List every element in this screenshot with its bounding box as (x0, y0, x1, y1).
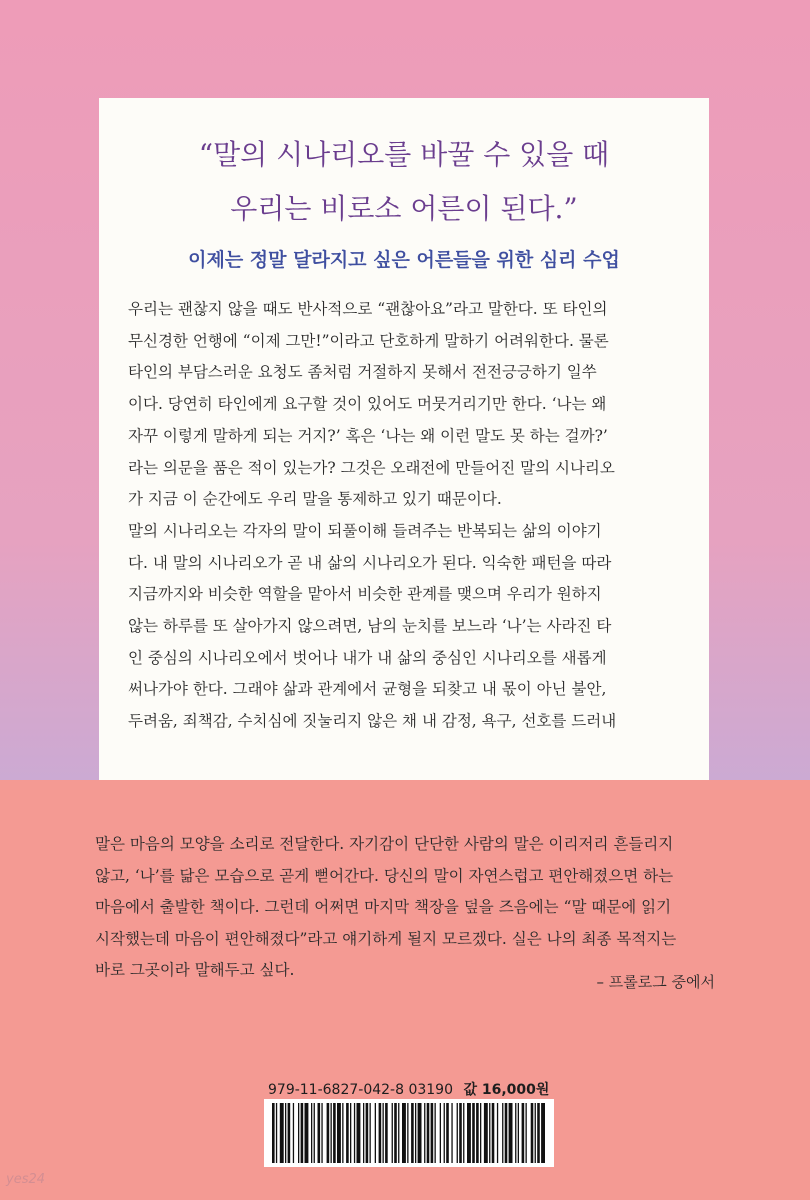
body-line: 인 중심의 시나리오에서 벗어나 내가 내 삶의 중심인 시나리오를 새롭게 (128, 648, 607, 667)
barcode-bar (350, 1103, 351, 1163)
prologue-line: 바로 그곳이라 말해두고 싶다. (95, 961, 295, 979)
barcode-bar (440, 1103, 441, 1163)
body-line: 않는 하루를 또 살아가지 않으려면, 남의 눈치를 보느라 ‘나’는 사라진 타 (128, 617, 612, 636)
barcode-bar (427, 1103, 430, 1163)
barcode-bar (407, 1103, 408, 1163)
barcode-bar (526, 1103, 527, 1163)
barcode-bar (293, 1103, 294, 1163)
body-text (128, 294, 688, 738)
quote-line-2: 우리는 비로소 어른이 된다.” (230, 192, 578, 225)
body-line: 타인의 부담스러운 요청도 좀처럼 거절하지 못해서 전전긍긍하기 일쑤 (128, 363, 597, 382)
headline-quote (99, 128, 709, 236)
barcode-bar (305, 1103, 309, 1163)
barcode-bar (415, 1103, 416, 1163)
barcode-bar (497, 1103, 498, 1163)
barcode-bar (276, 1103, 277, 1163)
barcode-bar (489, 1103, 490, 1163)
body-line: 두려움, 죄책감, 수치심에 짓눌리지 않은 채 내 감정, 욕구, 선호를 드러내 (128, 712, 617, 731)
body-line: 무신경한 언행에 “이제 그만!”이라고 단호하게 말하기 어려워한다. 물론 (128, 331, 609, 350)
barcode-bar (505, 1103, 508, 1163)
barcode-bar (472, 1103, 475, 1163)
barcode-bar (285, 1103, 286, 1163)
barcode (264, 1099, 554, 1167)
body-line: 가 지금 이 순간에도 우리 말을 통제하고 있기 때문이다. (128, 490, 502, 509)
body-line: 지금까지와 비슷한 역할을 맡아서 비슷한 관계를 맺으며 우리가 원하지 (128, 585, 602, 604)
prologue-band (0, 780, 810, 1200)
barcode-bar (354, 1103, 355, 1163)
barcode-bar (424, 1103, 425, 1163)
barcode-bar (385, 1103, 388, 1163)
barcode-bar (370, 1103, 371, 1163)
quote-line-1: “말의 시나리오를 바꿀 수 있을 때 (198, 138, 610, 171)
barcode-bar (318, 1103, 321, 1163)
barcode-bar (366, 1103, 369, 1163)
body-line: 자꾸 이렇게 말하게 되는 거지?’ 혹은 ‘나는 왜 이런 말도 못 하는 걸까?’ (128, 426, 608, 445)
barcode-bar (541, 1103, 545, 1163)
watermark-logo: yes24 (6, 1172, 46, 1187)
barcode-bar (502, 1103, 503, 1163)
barcode-bar (337, 1103, 341, 1163)
body-line: 써나가야 한다. 그래야 삶과 관계에서 균형을 되찾고 내 몫이 아닌 불안, (128, 680, 607, 699)
barcode-bar (476, 1103, 479, 1163)
barcode-bar (342, 1103, 343, 1163)
barcode-bar (392, 1103, 393, 1163)
barcode-bar (311, 1103, 312, 1163)
barcode-bar (418, 1103, 422, 1163)
barcode-bar (463, 1103, 464, 1163)
barcode-bar (522, 1103, 525, 1163)
barcode-bar (363, 1103, 364, 1163)
barcode-bar (446, 1103, 449, 1163)
prologue-line: 않고, ‘나’를 닮은 모습으로 곧게 뻗어간다. 당신의 말이 자연스럽고 편안해졌으면 하는 (95, 866, 674, 885)
barcode-bar (515, 1103, 516, 1163)
barcode-bar (537, 1103, 540, 1163)
barcode-bar (518, 1103, 519, 1163)
barcode-bar (535, 1103, 536, 1163)
barcode-bar (346, 1103, 349, 1163)
barcode-bar (402, 1103, 406, 1163)
barcode-bar (451, 1103, 452, 1163)
barcode-bar (411, 1103, 414, 1163)
barcode-bar (383, 1103, 384, 1163)
barcode-bar (288, 1103, 291, 1163)
isbn-number: 979-11-6827-042-8 03190 (268, 1082, 453, 1098)
barcode-bar (327, 1103, 330, 1163)
body-line: 우리는 괜찮지 않을 때도 반사적으로 “괜찮아요”라고 말한다. 또 타인의 (128, 300, 608, 318)
barcode-bar (531, 1103, 534, 1163)
description-panel (99, 98, 709, 798)
barcode-graphic (264, 1099, 554, 1167)
barcode-bar (444, 1103, 445, 1163)
barcode-bar (431, 1103, 434, 1163)
barcode-bar (298, 1103, 299, 1163)
barcode-bar (398, 1103, 399, 1163)
barcode-bar (272, 1103, 275, 1163)
prologue-line: 마음에서 출발한 책이다. 그런데 어쩌면 마지막 책장을 덮을 즈음에는 “말 때문에 읽기 (95, 898, 672, 916)
prologue-source: – 프롤로그 중에서 (596, 973, 715, 991)
barcode-bar (314, 1103, 315, 1163)
barcode-bar (480, 1103, 481, 1163)
barcode-bar (484, 1103, 488, 1163)
barcode-bar (509, 1103, 513, 1163)
prologue-text (95, 829, 715, 987)
barcode-bar (457, 1103, 458, 1163)
barcode-bar (333, 1103, 336, 1163)
prologue-line: 말은 마음의 모양을 소리로 전달한다. 자기감이 단단한 사람의 말은 이리저리 흔들리지 (95, 835, 674, 853)
body-line: 이다. 당연히 타인에게 요구할 것이 있어도 머뭇거리기만 한다. ‘나는 왜 (128, 395, 607, 414)
body-line: 말의 시나리오는 각자의 말이 되풀이해 들려주는 반복되는 삶의 이야기 (128, 521, 602, 540)
barcode-bar (435, 1103, 436, 1163)
barcode-bar (459, 1103, 462, 1163)
barcode-bar (331, 1103, 332, 1163)
isbn-price-line (268, 1079, 549, 1099)
price: 값 16,000원 (463, 1082, 550, 1098)
barcode-bar (375, 1103, 376, 1163)
body-line: 라는 의문을 품은 적이 있는가? 그것은 오래전에 만들어진 말의 시나리오 (128, 458, 615, 477)
barcode-bar (301, 1103, 304, 1163)
subtitle: 이제는 정말 달라지고 싶은 어른들을 위한 심리 수업 (188, 249, 620, 271)
barcode-bar (280, 1103, 284, 1163)
barcode-bar (394, 1103, 397, 1163)
barcode-bar (467, 1103, 471, 1163)
barcode-bar (492, 1103, 495, 1163)
barcode-bar (321, 1103, 322, 1163)
barcode-bar (379, 1103, 382, 1163)
prologue-line: 시작했는데 마음이 편안해졌다”라고 얘기하게 될지 모르겠다. 실은 나의 최종 목적지는 (95, 929, 677, 948)
barcode-bar (357, 1103, 361, 1163)
body-line: 다. 내 말의 시나리오가 곧 내 삶의 시나리오가 된다. 익숙한 패턴을 따라 (128, 553, 612, 572)
